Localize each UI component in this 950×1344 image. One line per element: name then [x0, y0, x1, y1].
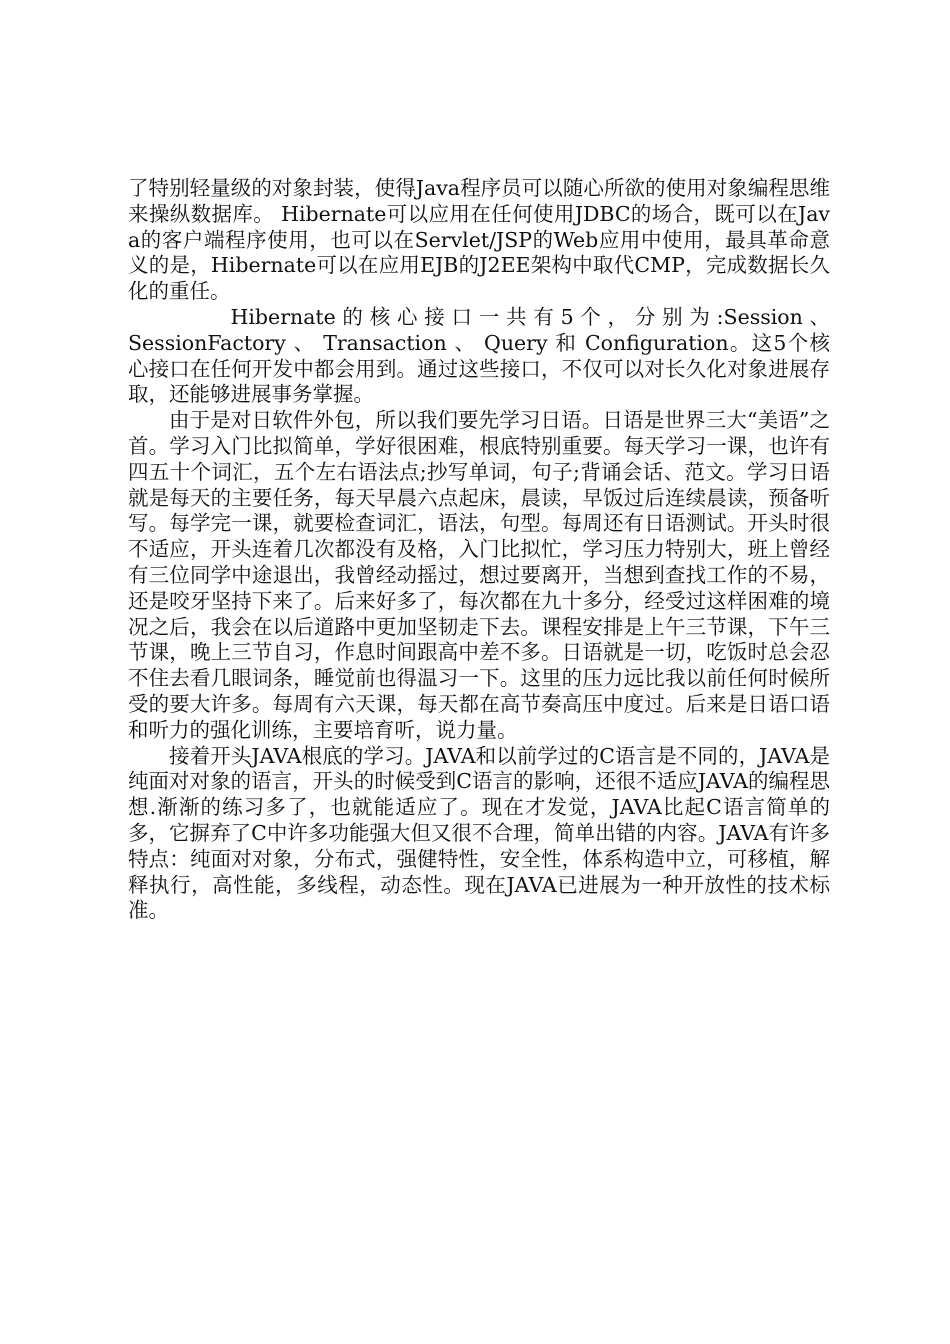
paragraph-java-study: 接着开头JAVA根底的学习。JAVA和以前学过的C语言是不同的，JAVA是纯面对对象的语言，开头的时候受到C语言的影响，还很不适应JAVA的编程思想.渐渐的练习多了，也就能适应了。现在才发觉，JAVA比起C语言简单的多，它摒弃了C中许多功能强大但又很不合理，简单出错的内容。JAVA有许多特点：纯面对对象，分布式，强健特性，安全性，体系构造中立，可移植，解释执行，高性能，多线程，动态性。现在JAVA已进展为一种开放性的技术标准。: [128, 743, 830, 923]
paragraph-japanese-study: 由于是对日软件外包，所以我们要先学习日语。日语是世界三大“美语”之首。学习入门比拟简单，学好很困难，根底特别重要。每天学习一课，也许有四五十个词汇，五个左右语法点;抄写单词，句子;背诵会话、范文。学习日语就是每天的主要任务，每天早晨六点起床，晨读，早饭过后连续晨读，预备听写。每学完一课，就要检查词汇，语法，句型。每周还有日语测试。开头时很不适应，开头连着几次都没有及格，入门比拟忙，学习压力特别大，班上曾经有三位同学中途退出，我曾经动摇过，想过要离开，当想到查找工作的不易，还是咬牙坚持下来了。后来好多了，每次都在九十多分，经受过这样困难的境况之后，我会在以后道路中更加坚韧走下去。课程安排是上午三节课，下午三节课，晚上三节自习，作息时间跟高中差不多。日语就是一切，吃饭时总会忍不住去看几眼词条，睡觉前也得温习一下。这里的压力远比我以前任何时候所受的要大许多。每周有六天课，每天都在高节奏高压中度过。后来是日语口语和听力的强化训练，主要培育听，说力量。: [128, 408, 830, 742]
document-body: [128, 176, 830, 924]
paragraph-hibernate-intro: 了特别轻量级的对象封装，使得Java程序员可以随心所欲的使用对象编程思维来操纵数据库。 Hibernate可以应用在任何使用JDBC的场合，既可以在Java的客户端程序使用，也可以在Servlet/JSP的Web应用中使用，最具革命意义的是，Hibernate可以在应用EJB的J2EE架构中取代CMP，完成数据长久化的重任。: [128, 176, 830, 304]
paragraph-hibernate-interfaces: Hibernate 的 核 心 接 口 一 共 有 5 个 ， 分 别 为 :Session 、 SessionFactory 、 Transaction 、 Query 和 Configuration。这5个核心接口在任何开发中都会用到。通过这些接口，不仅可以对长久化对象进展存取，还能够进展事务掌握。: [128, 304, 830, 407]
